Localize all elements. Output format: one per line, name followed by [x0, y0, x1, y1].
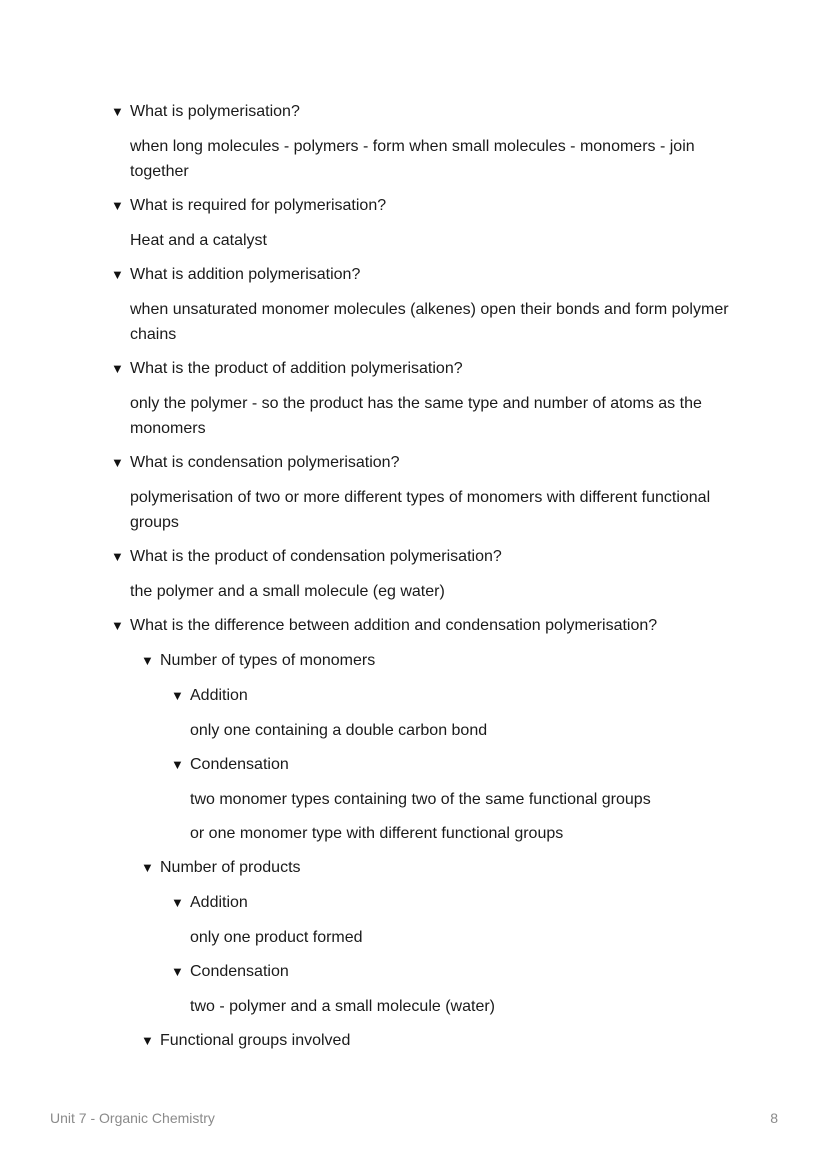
footer-title: Unit 7 - Organic Chemistry	[50, 1110, 215, 1126]
toggle-question-addition-product[interactable]	[0, 356, 828, 381]
subheading-text: Condensation	[190, 756, 289, 773]
toggle-products-addition[interactable]	[0, 890, 828, 915]
question-text: What is the product of addition polymerisation?	[130, 360, 463, 377]
flashcard-list	[0, 99, 828, 1063]
triangle-down-icon[interactable]: ▼	[171, 757, 184, 772]
triangle-down-icon[interactable]: ▼	[171, 964, 184, 979]
subheading-text: Number of types of monomers	[160, 652, 376, 669]
toggle-question-condensation-product[interactable]	[0, 544, 828, 569]
answer-text: only one product formed	[190, 929, 363, 946]
toggle-number-of-products[interactable]	[0, 855, 828, 880]
question-text: What is condensation polymerisation?	[130, 454, 400, 471]
question-text: What is polymerisation?	[130, 103, 300, 120]
toggle-question-addition[interactable]	[0, 262, 828, 287]
triangle-down-icon[interactable]: ▼	[141, 860, 154, 875]
answer-text: the polymer and a small molecule (eg water)	[130, 583, 445, 600]
triangle-down-icon[interactable]: ▼	[111, 198, 124, 213]
question-text: What is addition polymerisation?	[130, 266, 361, 283]
toggle-question-required[interactable]	[0, 193, 828, 218]
triangle-down-icon[interactable]: ▼	[111, 618, 124, 633]
toggle-types-addition[interactable]	[0, 683, 828, 708]
toggle-functional-groups[interactable]	[0, 1028, 828, 1053]
answer-text: only the polymer - so the product has the same type and number of atoms as the monomers	[130, 395, 702, 437]
answer-text: Heat and a catalyst	[130, 232, 267, 249]
toggle-question-polymerisation[interactable]	[0, 99, 828, 124]
answer-text: or one monomer type with different functional groups	[190, 825, 564, 842]
subheading-text: Number of products	[160, 859, 301, 876]
page-number: 8	[770, 1110, 778, 1126]
subheading-text: Addition	[190, 687, 248, 704]
answer-text: only one containing a double carbon bond	[190, 722, 488, 739]
answer-text: two - polymer and a small molecule (water)	[190, 998, 495, 1015]
triangle-down-icon[interactable]: ▼	[111, 455, 124, 470]
triangle-down-icon[interactable]: ▼	[111, 104, 124, 119]
question-text: What is the difference between addition and condensation polymerisation?	[130, 617, 658, 634]
toggle-types-condensation[interactable]	[0, 752, 828, 777]
answer-text: polymerisation of two or more different types of monomers with different functional groups	[130, 489, 711, 531]
answer-text: two monomer types containing two of the same functional groups	[190, 791, 651, 808]
subheading-text: Condensation	[190, 963, 289, 980]
triangle-down-icon[interactable]: ▼	[111, 361, 124, 376]
answer-text: when unsaturated monomer molecules (alkenes) open their bonds and form polymer chains	[130, 301, 729, 343]
triangle-down-icon[interactable]: ▼	[141, 653, 154, 668]
subheading-text: Addition	[190, 894, 248, 911]
question-text: What is the product of condensation polymerisation?	[130, 548, 502, 565]
triangle-down-icon[interactable]: ▼	[171, 895, 184, 910]
toggle-question-condensation[interactable]	[0, 450, 828, 475]
triangle-down-icon[interactable]: ▼	[141, 1033, 154, 1048]
triangle-down-icon[interactable]: ▼	[171, 688, 184, 703]
triangle-down-icon[interactable]: ▼	[111, 549, 124, 564]
triangle-down-icon[interactable]: ▼	[111, 267, 124, 282]
question-text: What is required for polymerisation?	[130, 197, 387, 214]
toggle-question-difference[interactable]	[0, 613, 828, 638]
answer-text: when long molecules - polymers - form when small molecules - monomers - join together	[130, 138, 695, 180]
toggle-products-condensation[interactable]	[0, 959, 828, 984]
subheading-text: Functional groups involved	[160, 1032, 351, 1049]
toggle-number-of-types[interactable]	[0, 648, 828, 673]
